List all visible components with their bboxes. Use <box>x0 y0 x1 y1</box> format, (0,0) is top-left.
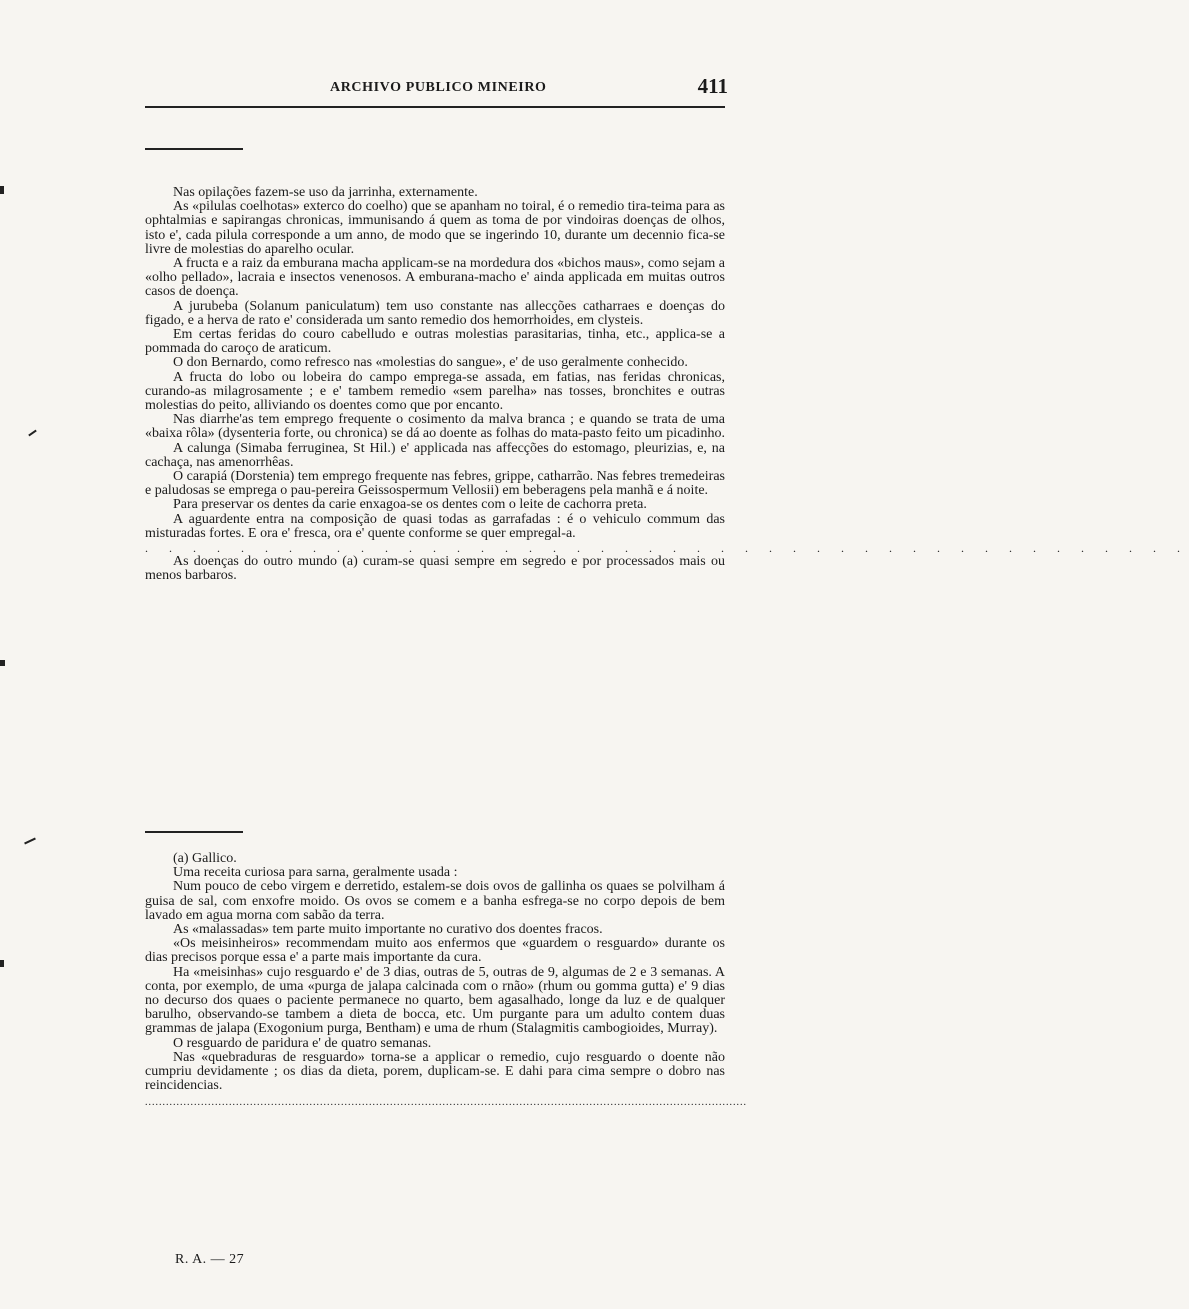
footnote-paragraph-quebraduras: Nas «quebraduras de resguardo» torna-se a applicar o remedio, cujo resguardo o doente não cumpriu devidamente ; os dias da dieta, porem, duplicam-se. E dahi para cima sempre o dobro nas reincidencias. <box>145 1049 725 1094</box>
paragraph-pilulas: As «pilulas coelhotas» exterco do coelho) que se apanham no toiral, é o remedio tira-teima para as ophtalmias e sapirangas chronicas, immunisando á quem as toma de por vindoiras doenças de olhos, isto e', cada pilula corresponde a um anno, de modo que se ingerindo 10, durante um decennio fica-se livre de molestias do aparelho ocular. <box>145 199 725 257</box>
margin-speck-top <box>0 186 4 194</box>
page-number: 411 <box>697 74 728 98</box>
signature-mark: R. A. — 27 <box>175 1252 245 1267</box>
running-title: ARCHIVO PUBLICO MINEIRO <box>330 80 547 95</box>
margin-speck-middle <box>0 660 5 666</box>
paragraph-emburana: A fructa e a raiz da emburana macha applicam-se na mordedura dos «bichos maus», como sejam a «olho pellado», lacraia e insectos venenosos. A emburana-macho e' ainda applicada em muitas outros casos de doença. <box>145 256 725 300</box>
header-rule <box>145 106 725 108</box>
paragraph-aguardente: A aguardente entra na composição de quasi todas as garrafadas : é o vehiculo commum das misturadas fortes. E ora e' fresca, ora e' quente conforme se quer empregal-a. <box>145 511 725 541</box>
paragraph-dentes: Para preservar os dentes da carie enxagoa-se os dentes com o leite de cachorra preta. <box>173 497 647 513</box>
page-header <box>145 70 730 106</box>
paragraph-feridas: Em certas feridas do couro cabelludo e outras molestias parasitarias, tinha, etc., applica-se a pommada do caroço de araticum. <box>145 327 725 357</box>
footnote-paragraph-cebo: Num pouco de cebo virgem e derretido, estalem-se dois ovos de gallinha os quaes se polvilham á guisa de sal, com enxofre moido. Os ovos se comem e a banha esfrega-se no corpo depois de bem lavado em agua morna com sabão da terra. <box>145 879 725 923</box>
margin-speck-bottom <box>0 960 4 967</box>
dot-leader: . . . . . . . . . . . . . . . . . . . . . . . . . . . . . . . . . . . . . . . . . . . . <box>145 541 1189 556</box>
margin-tick-lower <box>24 838 36 845</box>
footnote-rule <box>145 831 243 833</box>
paragraph-carapia: O carapiá (Dorstenia) tem emprego frequente nas febres, grippe, catharrão. Nas febres tremedeiras e paludosas se emprega o pau-pereira Geissospermum Vellosii) em beberagens pela manhã e á noite. <box>145 469 725 499</box>
footnote-paragraph-receita: Uma receita curiosa para sarna, geralmente usada : <box>173 865 458 881</box>
footnote-paragraph-malassadas: As «malassadas» tem parte muito importante no curativo dos doentes fracos. <box>173 922 603 938</box>
paragraph-lobeira: A fructa do lobo ou lobeira do campo emprega-se assada, em fatias, nas feridas chronicas, curando-as milagrosamente ; e e' tambem remedio «sem parelha» nas tosses, bronchites e outras molestias do peito, alliviando os doentes como que por encanto. <box>145 369 725 414</box>
section-rule-top <box>145 148 243 150</box>
footnote-text <box>145 851 747 1109</box>
footnote-paragraph-resguardo-dias: Ha «meisinhas» cujo resguardo e' de 3 dias, outras de 5, outras de 9, algumas de 2 e 3 semanas. A conta, por exemplo, de uma «purga de jalapa calcinada com o rnão» (rhum ou gomma gutta) e' 9 dias no decurso dos quaes o paciente permanece no quarto, bem agasalhado, longe da luz e de qualquer barulho, observando-se tambem a dieta de bocca, etc. Um purgante para um adulto contem duas grammas de jalapa (Exogonium purga, Bentham) e uma de rhum (Stalagmitis cambogioides, Murray). <box>145 964 725 1037</box>
footnote-paragraph-meisinheiros: «Os meisinheiros» recommendam muito aos enfermos que «guardem o resguardo» durante os dias precisos porque essa e' a parte mais importante da cura. <box>145 936 725 966</box>
paragraph-jurubeba: A jurubeba (Solanum paniculatum) tem uso constante nas allecções catharraes e doenças do figado, e a herva de rato e' considerada um santo remedio dos hemorrhoides, em clysteis. <box>145 298 725 328</box>
paragraph-doencas-outro-mundo: As doenças do outro mundo (a) curam-se quasi sempre em segredo e por processados mais ou menos barbaros. <box>145 554 725 584</box>
footnote-dot-leader: ............................................................................................................................................................................ <box>145 1097 747 1109</box>
paragraph-opilacoes: Nas opilações fazem-se uso da jarrinha, externamente. <box>173 185 478 200</box>
main-text <box>145 185 1189 584</box>
footnote-marker: (a) Gallico. <box>173 851 237 866</box>
paragraph-don-bernardo: O don Bernardo, como refresco nas «molestias do sangue», e' de uso geralmente conhecido. <box>173 355 688 371</box>
paragraph-diarrheas: Nas diarrhe'as tem emprego frequente o cosimento da malva branca ; e quando se trata de uma «baixa rôla» (dysenteria forte, ou chronica) se dá ao doente as folhas do mata-pasto feito um picadinho. <box>145 412 726 442</box>
margin-tick-upper <box>28 430 37 437</box>
footnote-paragraph-paridura: O resguardo de paridura e' de quatro semanas. <box>173 1035 432 1051</box>
paragraph-calunga: A calunga (Simaba ferruginea, St Hil.) e' applicada nas affecções do estomago, pleurizias, e, na cachaça, nas amenorrhêas. <box>145 440 725 470</box>
